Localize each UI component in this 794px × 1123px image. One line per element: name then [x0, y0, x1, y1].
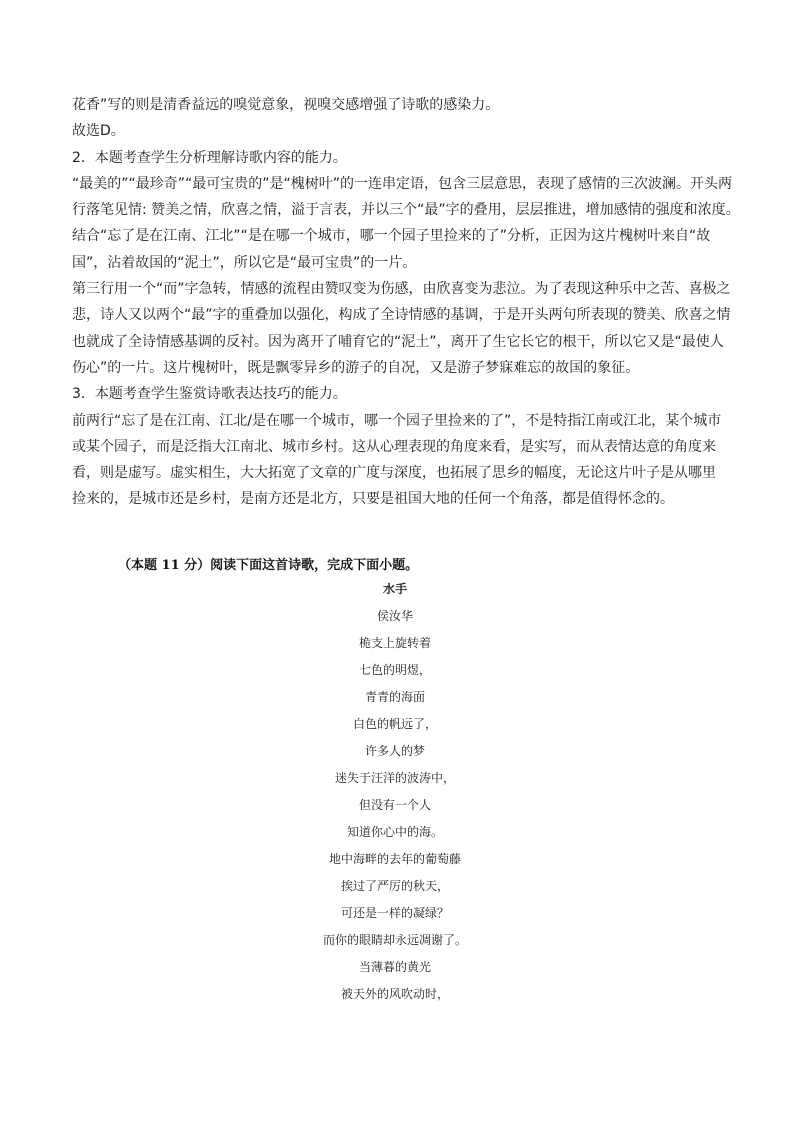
poem-line: 许多人的梦 — [364, 744, 425, 758]
poem-line: 知道你心中的海。 — [346, 825, 443, 839]
analysis-line: 花香”写的则是清香益远的嗅觉意象，视嗅交感增强了诗歌的感染力。 — [72, 97, 500, 113]
poem — [200, 582, 590, 1014]
analysis-line: 伤心”的一片。这片槐树叶，既是飘零异乡的游子的自况，又是游子梦寐难忘的故国的象征。 — [72, 359, 640, 376]
poem-author: 侯汝华 — [376, 609, 413, 623]
analysis-line: 国”，沾着故国的“泥土”，所以它是“最可宝贵”的一片。 — [72, 254, 417, 271]
poem-line: 地中海畔的去年的葡萄藤 — [328, 852, 461, 866]
poem-line: 桅支上旋转着 — [358, 636, 431, 650]
poem-line: 可还是一样的凝绿？ — [340, 906, 449, 920]
analysis-line: 行落笔见情: 赞美之情，欣喜之情，溢于言表，并以三个“最”字的叠用，层层推进，增加感情的强度和浓度。 — [72, 202, 740, 219]
poem-line: 当薄暮的黄光 — [358, 960, 431, 974]
poem-line: 迷失于汪洋的波涛中， — [334, 771, 455, 785]
poem-line: 七色的明煜， — [358, 663, 431, 677]
poem-line: 青青的海面 — [364, 690, 425, 704]
analysis-line: 也就成了全诗情感基调的反衬。因为离开了哺育它的“泥土”，离开了生它长它的根干，所以它又是“最使人 — [72, 333, 724, 350]
analysis-line: 2．本题考查学生分析理解诗歌内容的能力。 — [72, 149, 347, 166]
poem-line: 而你的眼睛却永远凋谢了。 — [322, 933, 467, 947]
poem-line: 挨过了严厉的秋天， — [340, 879, 449, 893]
analysis-line: 悲，诗人又以两个“最”字的重叠加以强化，构成了全诗情感的基调，于是开头两句所表现的赞美、欣喜之情 — [72, 307, 731, 324]
analysis-line: 第三行用一个“而”字急转，情感的流程由赞叹变为伤感，由欣喜变为悲泣。为了表现这种乐中之苦、喜极之 — [72, 281, 731, 298]
poem-title: 水手 — [382, 582, 407, 596]
poem-line: 被天外的风吹动时， — [340, 987, 449, 1001]
analysis-line: 故选D。 — [72, 123, 125, 140]
poem-line: 但没有一个人 — [358, 798, 431, 812]
analysis-line: 捡来的，是城市还是乡村，是南方还是北方，只要是祖国大地的任何一个角落，都是值得怀念的。 — [72, 491, 674, 508]
poem-line: 白色的帆远了， — [352, 717, 437, 731]
analysis-line: 前两行“忘了是在江南、江北/是在哪一个城市，哪一个园子里捡来的了”，不是特指江南或江北，某个城市 — [72, 412, 722, 429]
analysis-line: 3．本题考查学生鉴赏诗歌表达技巧的能力。 — [72, 386, 347, 403]
analysis-line: “最美的”“最珍奇”“最可宝贵的”是“槐树叶”的一连串定语，包含三层意思，表现了感情的三次波澜。开头两 — [72, 175, 733, 192]
answer-analysis — [72, 92, 740, 513]
question-intro: （本题 11 分）阅读下面这首诗歌，完成下面小题。 — [118, 558, 419, 573]
analysis-line: 结合“忘了是在江南、江北”“是在哪一个城市，哪一个园子里捡来的了”分析，正因为这片槐树叶来自“故 — [72, 228, 711, 245]
analysis-line: 或某个园子，而是泛指大江南北、城市乡村。这从心理表现的角度来看，是实写，而从表情达意的角度来 — [72, 438, 716, 455]
analysis-line: 看，则是虚写。虚实相生，大大拓宽了文章的广度与深度，也拓展了思乡的幅度，无论这片叶子是从哪里 — [72, 465, 716, 482]
